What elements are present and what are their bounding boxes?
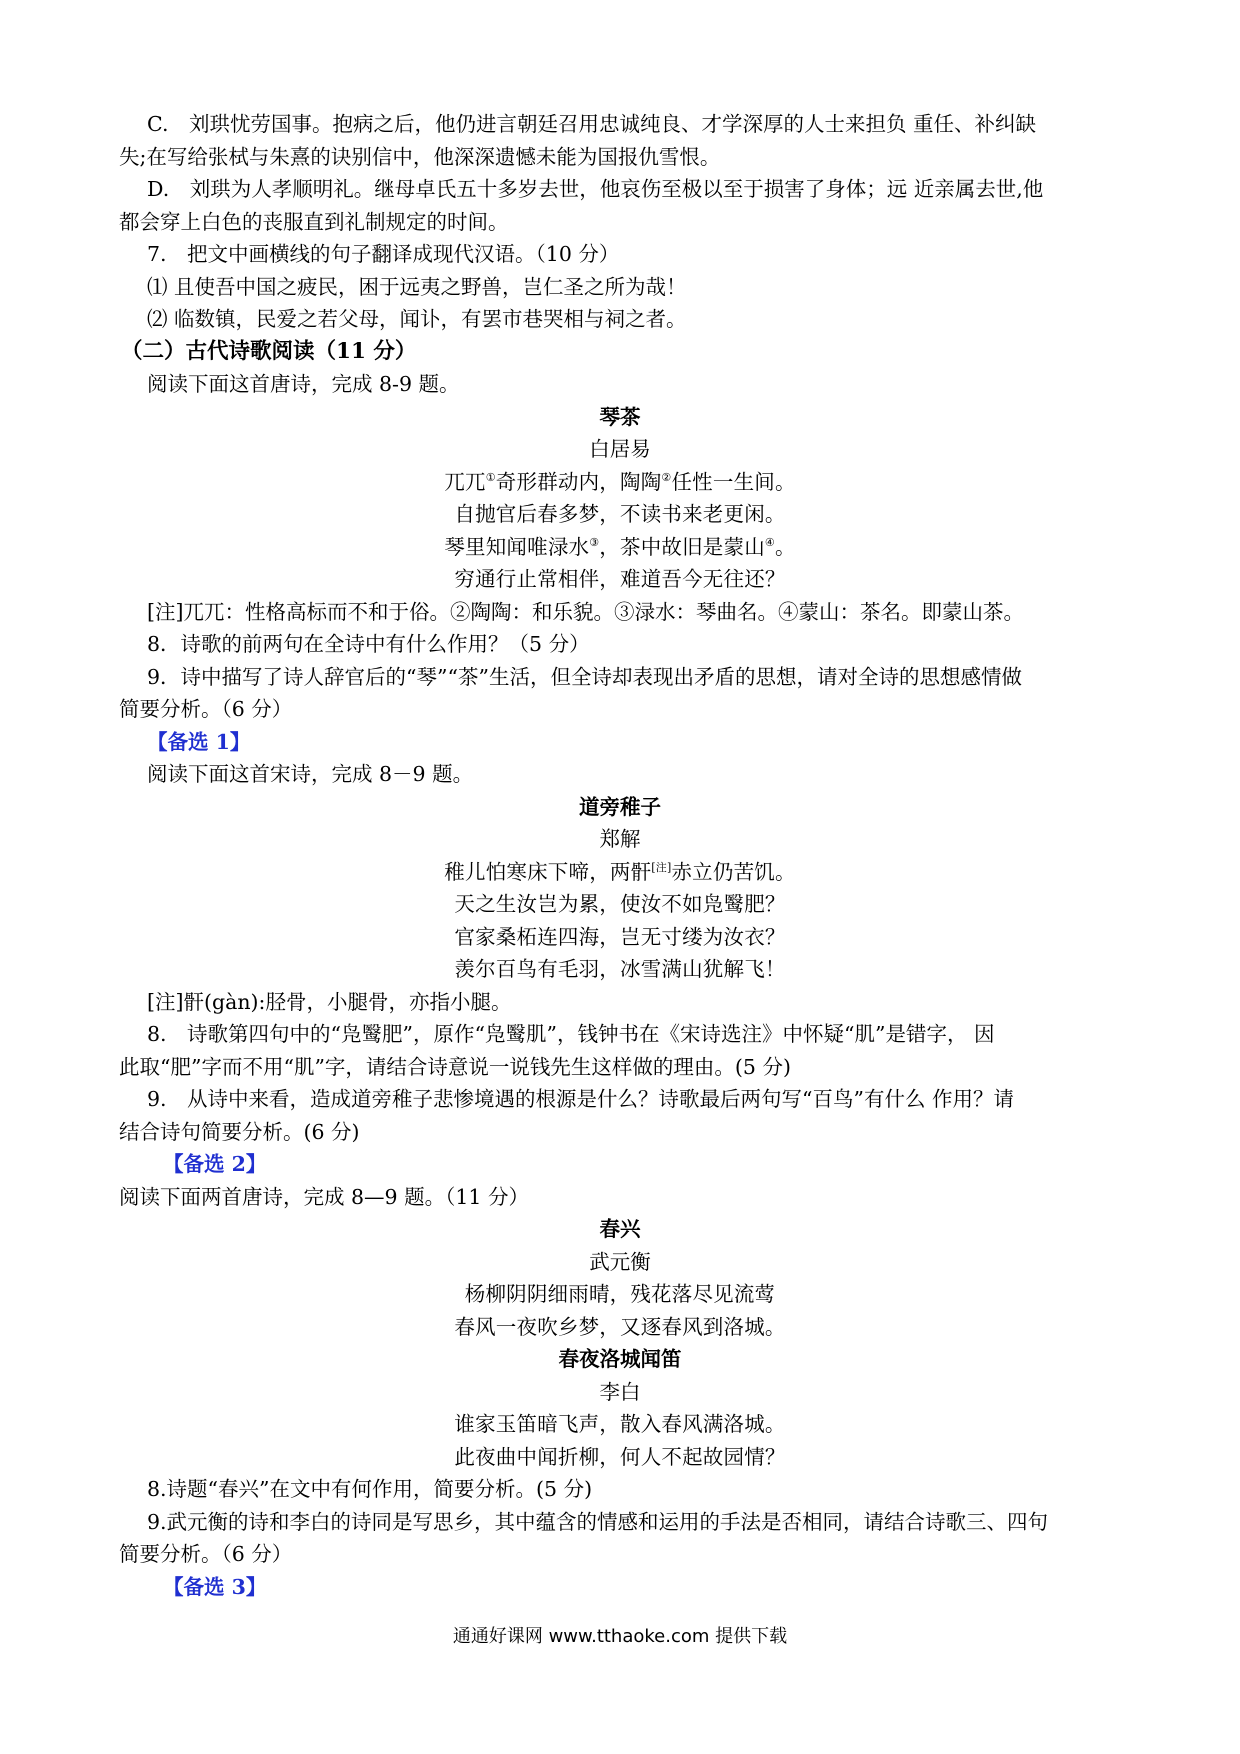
poem4-line-2: 此夜曲中闻折柳，何人不起故园情？: [454, 1444, 786, 1469]
beixuan-1-q8-line1: 8. 诗歌第四句中的“凫鹥肥”，原作“凫鹥肌”，钱钟书在《宋诗选注》中怀疑“肌”是错字， 因: [147, 1022, 995, 1046]
poem1-author: 白居易: [589, 437, 651, 461]
q8-question: 8．诗歌的前两句在全诗中有什么作用？（5 分）: [147, 632, 590, 656]
poem2-line-1: 稚儿怕寒床下啼，两骭[注]赤立仍苦饥。: [444, 859, 796, 884]
section-intro: 阅读下面这首唐诗，完成 8-9 题。: [147, 372, 460, 396]
q7-item-1: ⑴ 且使吾中国之疲民，困于远夷之野兽，岂仁圣之所为哉！: [147, 274, 687, 299]
beixuan-2-label: 【备选 2】: [163, 1152, 267, 1176]
q9-question-line1: 9．诗中描写了诗人辞官后的“琴”“茶”生活，但全诗却表现出矛盾的思想，请对全诗的思想感情做: [147, 664, 1022, 689]
beixuan-1-q9-line2: 结合诗句简要分析。(6 分): [119, 1119, 360, 1144]
poem2-line-3: 官家桑柘连四海，岂无寸缕为汝衣？: [454, 924, 786, 949]
poem4-author: 李白: [599, 1379, 641, 1404]
poem2-line-4: 羡尔百鸟有毛羽，冰雪满山犹解飞！: [454, 957, 786, 981]
page-footer: 通通好课网 www.tthaoke.com 提供下载: [452, 1626, 788, 1647]
beixuan-3-label: 【备选 3】: [163, 1574, 267, 1599]
beixuan-2-q9-line2: 简要分析。（6 分）: [119, 1542, 293, 1566]
beixuan-2-q9-line1: 9.武元衡的诗和李白的诗同是写思乡，其中蕴含的情感和运用的手法是否相同，请结合诗歌三、四句: [147, 1509, 1049, 1534]
q6-option-d-line1: D. 刘珙为人孝顺明礼。继母卓氏五十多岁去世，他哀伤至极以至于损害了身体；远 近亲属去世,他: [147, 177, 1044, 201]
poem2-title: 道旁稚子: [579, 794, 661, 819]
poem1-line-1: 兀兀①奇形群动内，陶陶②任性一生间。: [444, 469, 796, 494]
q6-option-c-line1: C. 刘珙忧劳国事。抱病之后，他仍进言朝廷召用忠诚纯良、才学深厚的人士来担负 重任、补纠缺: [147, 112, 1036, 136]
beixuan-1-intro: 阅读下面这首宋诗，完成 8－9 题。: [147, 762, 474, 786]
poem3-line-2: 春风一夜吹乡梦，又逐春风到洛城。: [454, 1314, 786, 1339]
q6-option-c-line2: 失;在写给张栻与朱熹的诀别信中，他深深遗憾未能为国报仇雪恨。: [119, 144, 721, 169]
document-page: [119, 108, 1121, 1603]
poem1-note: [注]兀兀：性格高标而不和于俗。②陶陶：和乐貌。③渌水：琴曲名。④蒙山：茶名。即蒙山茶。: [147, 599, 1024, 624]
poem2-note: [注]骭(gàn):胫骨，小腿骨，亦指小腿。: [147, 989, 512, 1014]
poem4-line-1: 谁家玉笛暗飞声，散入春风满洛城。: [454, 1412, 786, 1436]
beixuan-1-q8-line2: 此取“肥”字而不用“肌”字，请结合诗意说一说钱先生这样做的理由。(5 分): [119, 1054, 791, 1079]
beixuan-1-q9-line1: 9. 从诗中来看，造成道旁稚子悲惨境遇的根源是什么？诗歌最后两句写“百鸟”有什么 作用？请: [147, 1087, 1015, 1111]
poem4-title: 春夜洛城闻笛: [558, 1347, 682, 1371]
poem2-author: 郑解: [599, 827, 641, 851]
poem1-line-3: 琴里知闻唯渌水③，茶中故旧是蒙山④。: [444, 534, 796, 559]
q6-option-d-line2: 都会穿上白色的丧服直到礼制规定的时间。: [119, 209, 509, 234]
poem1-line-2: 自抛官后春多梦，不读书来老更闲。: [454, 502, 786, 526]
q9-question-line2: 简要分析。（6 分）: [119, 697, 293, 721]
q7-item-2: ⑵ 临数镇，民爱之若父母，闻讣，有罢市巷哭相与祠之者。: [147, 307, 687, 331]
poem3-title: 春兴: [599, 1217, 641, 1241]
beixuan-2-intro: 阅读下面两首唐诗，完成 8—9 题。（11 分）: [119, 1184, 529, 1209]
poem2-line-2: 天之生汝岂为累，使汝不如凫鹥肥？: [454, 892, 786, 916]
poem3-line-1: 杨柳阴阴细雨晴，残花落尽见流莺: [464, 1282, 776, 1306]
q7-stem: 7. 把文中画横线的句子翻译成现代汉语。（10 分）: [147, 242, 620, 266]
poem1-line-4: 穷通行止常相伴，难道吾今无往还？: [454, 567, 786, 591]
section-heading: （二）古代诗歌阅读（11 分）: [121, 338, 417, 364]
poem1-title: 琴茶: [599, 404, 641, 429]
beixuan-1-label: 【备选 1】: [147, 729, 251, 754]
poem3-author: 武元衡: [589, 1249, 651, 1274]
beixuan-2-q8: 8.诗题“春兴”在文中有何作用，简要分析。(5 分): [147, 1477, 593, 1501]
